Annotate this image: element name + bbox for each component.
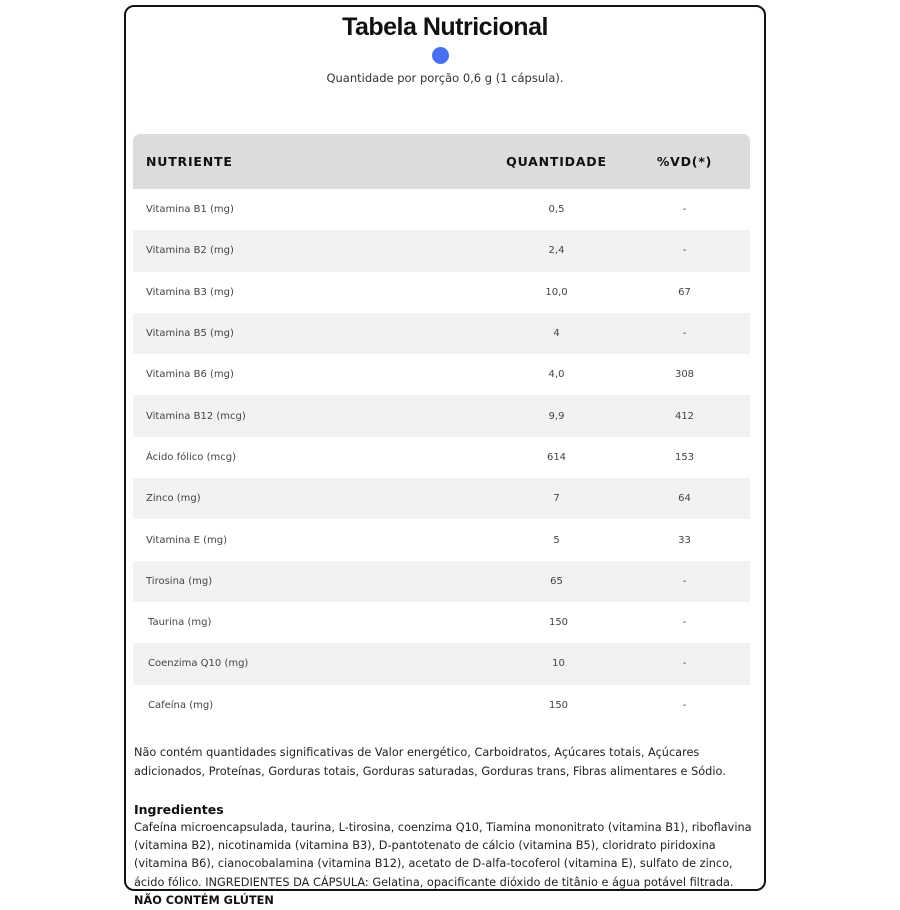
- page-title: Tabela Nutricional: [342, 13, 548, 41]
- nutrient-daily-value: -: [682, 617, 687, 629]
- table-body: [133, 189, 750, 726]
- nutrient-name: Vitamina B1 (mg): [146, 204, 234, 216]
- column-header-daily-value: %VD(*): [656, 154, 713, 169]
- nutrient-name: Cafeína (mg): [148, 699, 214, 711]
- table-row: [133, 643, 750, 684]
- nutrient-daily-value: 153: [674, 451, 695, 463]
- table-row: [133, 189, 750, 230]
- nutrient-name: Coenzima Q10 (mg): [148, 658, 249, 670]
- table-header: [133, 134, 750, 189]
- table-row: [133, 272, 750, 313]
- nutrition-card: [124, 5, 766, 907]
- table-row: [133, 685, 750, 726]
- nutrient-name: Ácido fólico (mcg): [146, 451, 236, 463]
- nutrient-daily-value: -: [682, 245, 687, 257]
- table-row: [133, 395, 750, 436]
- nutrient-quantity: 4,0: [548, 369, 565, 381]
- nutrient-name: Vitamina B12 (mcg): [146, 410, 246, 422]
- table-row: [133, 602, 750, 643]
- nutrient-name: Vitamina B5 (mg): [146, 328, 234, 340]
- nutrient-quantity: 9,9: [548, 410, 565, 422]
- nutrition-table: [133, 134, 750, 726]
- nutrient-quantity: 65: [550, 575, 563, 587]
- nutrient-daily-value: 64: [678, 493, 691, 505]
- gluten-warning: NÃO CONTÉM GLÚTEN: [134, 893, 274, 907]
- nutrient-name: Vitamina E (mg): [146, 534, 228, 546]
- nutrient-daily-value: 67: [678, 286, 691, 298]
- nutrient-daily-value: -: [682, 575, 687, 587]
- ingredients-text: [134, 819, 756, 910]
- table-row: [133, 230, 750, 271]
- nutrient-quantity: 10,0: [545, 286, 568, 298]
- carousel-dot-indicator[interactable]: [432, 47, 449, 64]
- nutrient-quantity: 150: [548, 699, 569, 711]
- nutrient-quantity: 10: [552, 658, 565, 670]
- nutrient-daily-value: 308: [674, 369, 695, 381]
- nutrient-daily-value: -: [682, 204, 687, 216]
- nutrient-name: Vitamina B2 (mg): [146, 245, 234, 257]
- nutrient-daily-value: -: [682, 328, 687, 340]
- nutrition-note: Não contém quantidades significativas de Valor energético, Carboidratos, Açúcares totais, Açúcares adicionados, Proteínas, Gorduras totais, Gorduras saturadas, Gorduras trans, Fibras alimentares e Sódio.: [134, 746, 726, 778]
- table-row: [133, 354, 750, 395]
- nutrient-quantity: 614: [546, 451, 567, 463]
- nutrient-quantity: 4: [553, 328, 560, 340]
- ingredients-title: Ingredientes: [134, 802, 224, 817]
- nutrient-name: Vitamina B3 (mg): [146, 286, 234, 298]
- nutrient-quantity: 0,5: [548, 204, 565, 216]
- table-row: [133, 519, 750, 560]
- nutrient-daily-value: 412: [674, 410, 695, 422]
- table-row: [133, 437, 750, 478]
- nutrient-quantity: 7: [553, 493, 560, 505]
- nutrient-name: Taurina (mg): [148, 617, 212, 629]
- nutrient-name: Vitamina B6 (mg): [146, 369, 234, 381]
- nutrient-daily-value: -: [682, 699, 687, 711]
- column-header-nutrient: NUTRIENTE: [146, 154, 233, 169]
- column-header-quantity: QUANTIDADE: [506, 154, 607, 169]
- table-row: [133, 313, 750, 354]
- ingredients-list: Cafeína microencapsulada, taurina, L-tirosina, coenzima Q10, Tiamina mononitrato (vitamina B1), riboflavina (vitamina B2), nicotinamida (vitamina B3), D-pantotenato de cálcio (vitamina B5), cloridrato piridoxina (vitamina B6), cianocobalamina (vitamina B12), acetato de D-alfa-tocoferol (vitamina E), sulfato de zinco, ácido fólico. INGREDIENTES DA CÁPSULA: Gelatina, opacificante dióxido de titânio e água potável filtrada.: [134, 821, 752, 889]
- nutrient-daily-value: 33: [678, 534, 691, 546]
- table-row: [133, 561, 750, 602]
- nutrient-name: Tirosina (mg): [146, 575, 213, 587]
- nutrient-name: Zinco (mg): [146, 493, 201, 505]
- table-row: [133, 478, 750, 519]
- nutrient-daily-value: -: [682, 658, 687, 670]
- nutrient-quantity: 5: [553, 534, 560, 546]
- serving-size: Quantidade por porção 0,6 g (1 cápsula).: [326, 71, 564, 85]
- nutrient-quantity: 150: [548, 617, 569, 629]
- nutrient-quantity: 2,4: [548, 245, 565, 257]
